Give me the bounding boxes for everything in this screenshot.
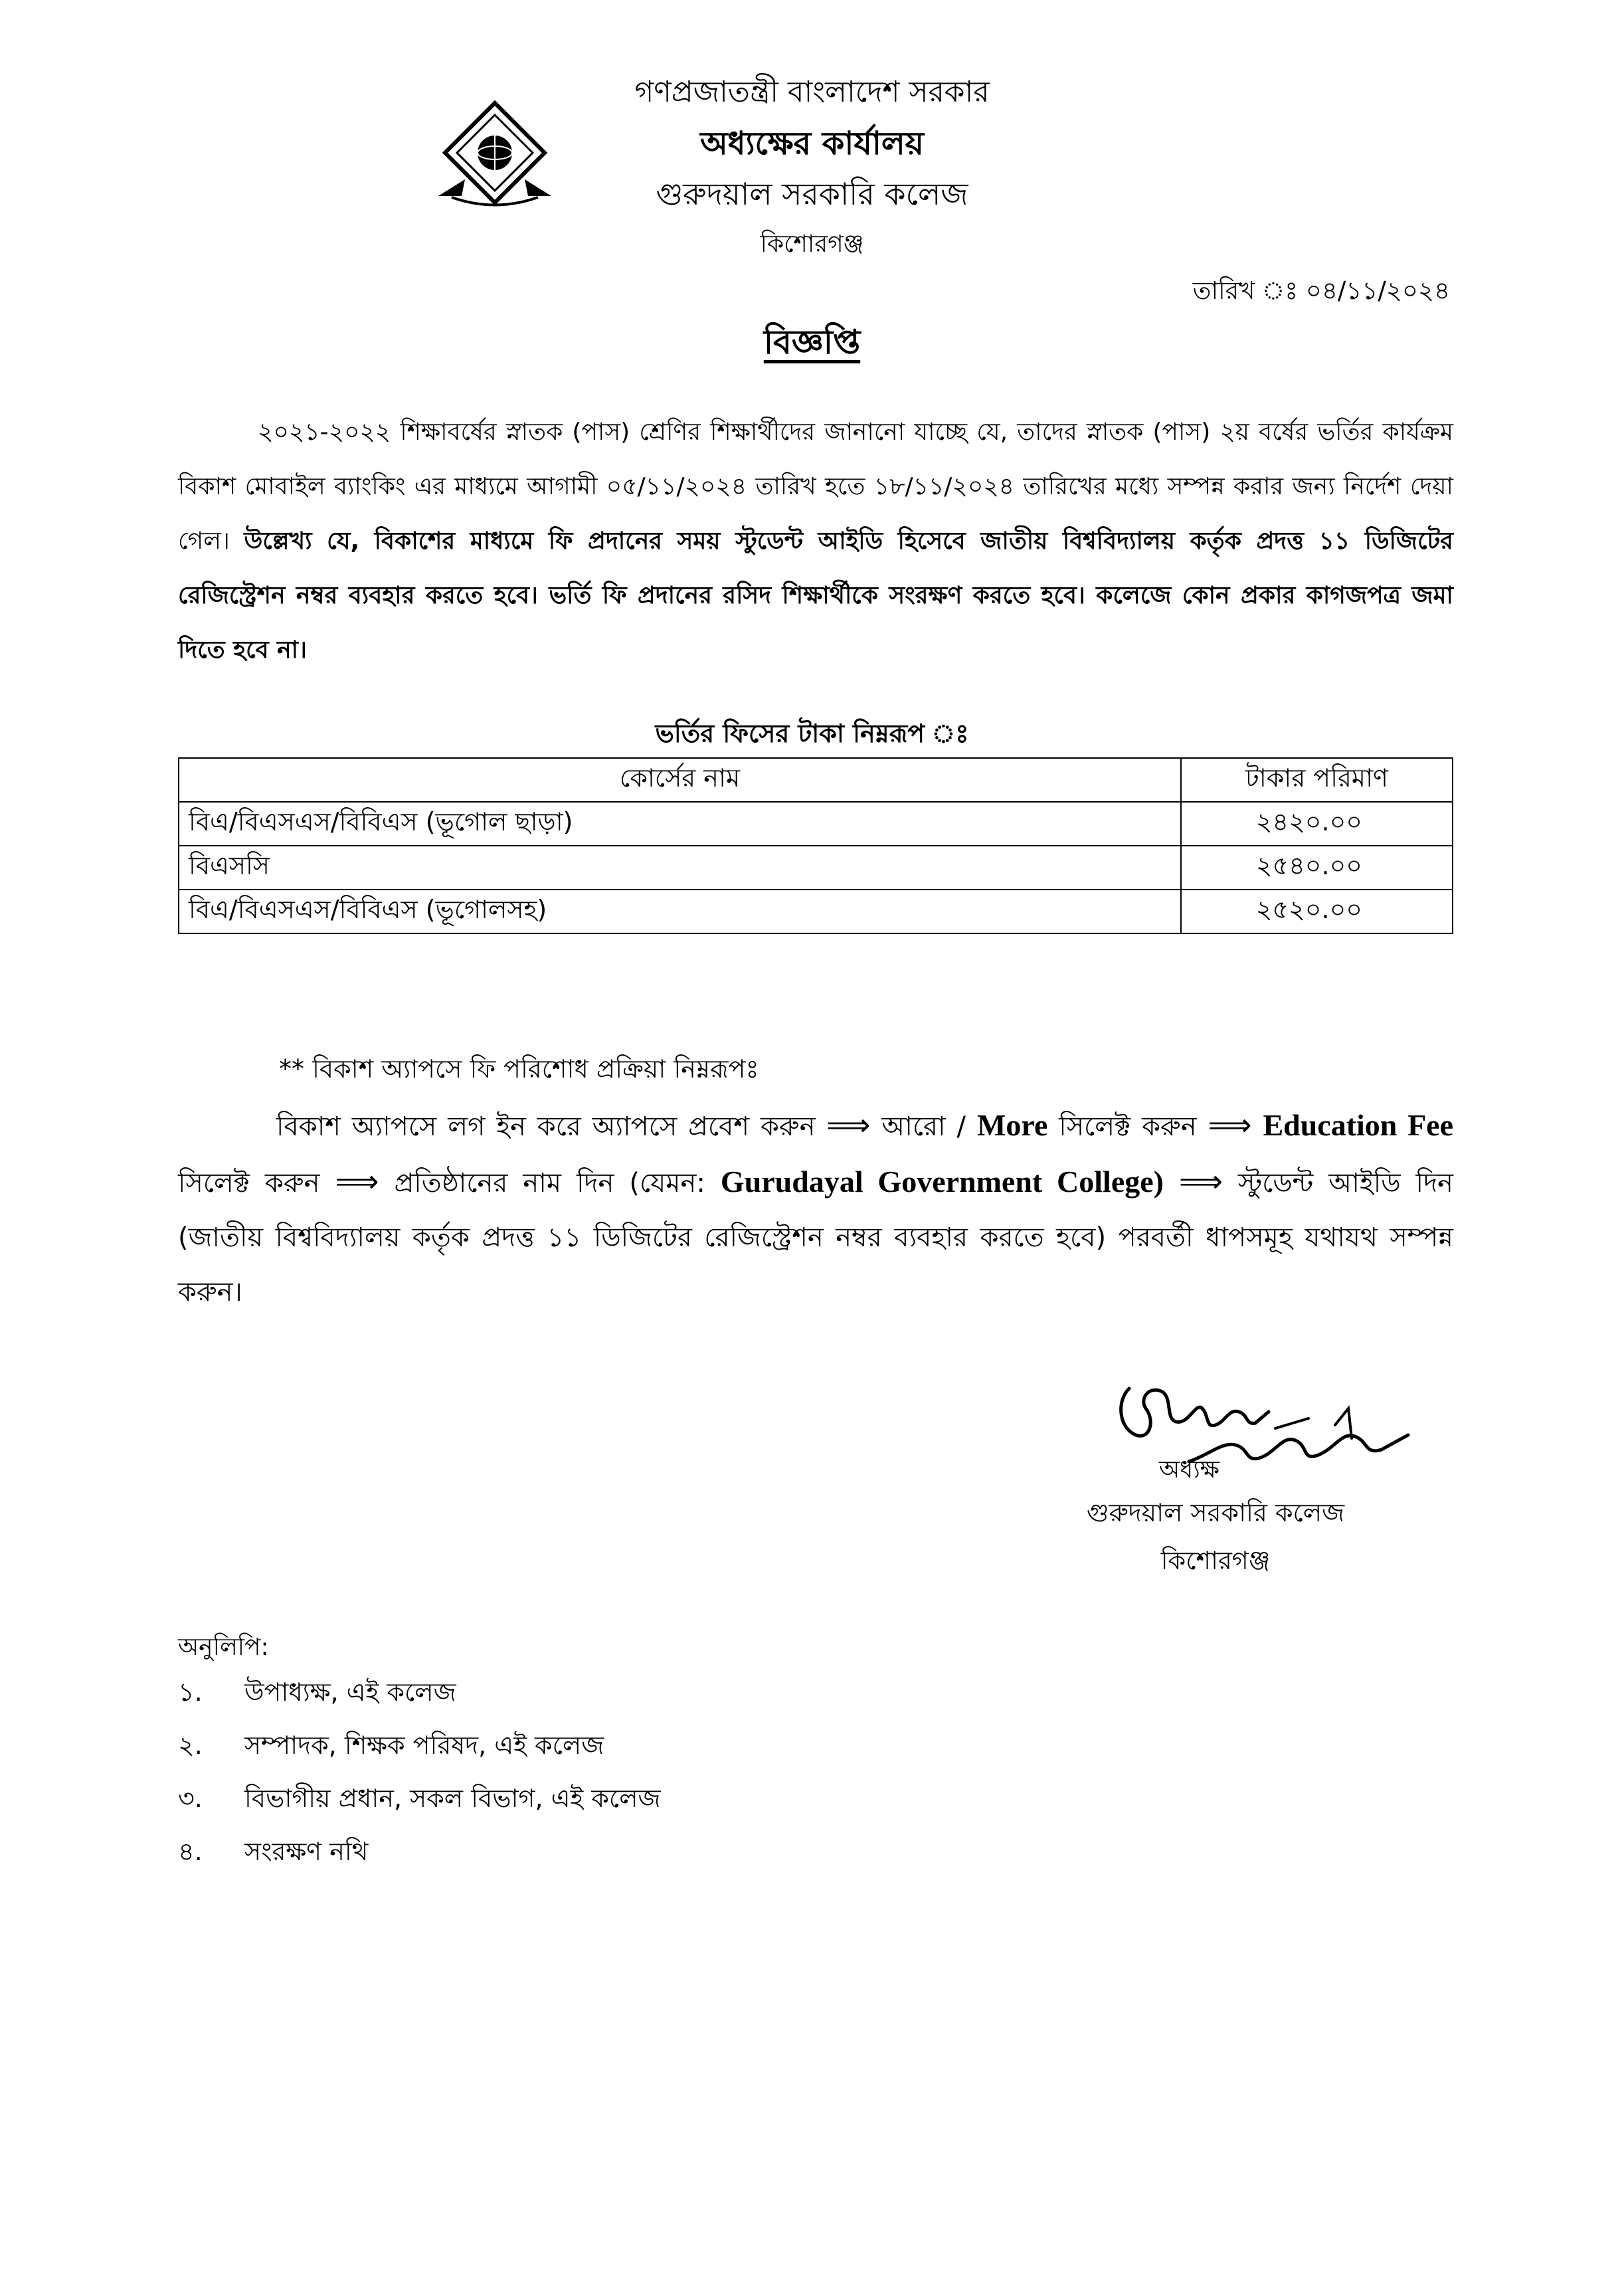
procedure-step-institution-en: Gurudayal Government College) <box>720 1165 1164 1198</box>
notice-bold-text: উল্লেখ্য যে, বিকাশের মাধ্যমে ফি প্রদানের সময় স্টুডেন্ট আইডি হিসেবে জাতীয় বিশ্ববিদ্যালয় কর্তৃক প্রদত্ত ১১ ডিজিটের রেজিস্ট্রেশন নম্বর ব্যবহার করতে হবে। ভর্তি ফি প্রদানের রসিদ শিক্ষার্থীকে সংরক্ষণ করতে হবে। কলেজে কোন প্রকার কাগজপত্র জমা দিতে হবে না। <box>178 527 1453 664</box>
right-arrow-icon: ⟹ <box>335 1163 379 1199</box>
procedure-steps <box>178 1097 1453 1319</box>
notice-paragraph <box>178 405 1453 678</box>
procedure-step-education-fee: Education Fee <box>1263 1108 1454 1142</box>
copy-number: ৪. <box>178 1837 203 1866</box>
right-arrow-icon: ⟹ <box>826 1107 871 1143</box>
government-name: গণপ্রজাতন্ত্রী বাংলাদেশ সরকার <box>634 75 990 109</box>
procedure-step-more-bn: আরো / <box>881 1111 966 1142</box>
fee-amount-cell: ২৫২০.০০ <box>1181 890 1453 933</box>
notice-title: বিজ্ঞপ্তি <box>763 323 861 361</box>
notice-date: তারিখ ঃ ০৪/১১/২০২৪ <box>1192 276 1450 305</box>
table-row <box>179 802 1453 846</box>
fee-amount-cell: ২৪২০.০০ <box>1181 802 1453 846</box>
notice-plain-text: ২০২১-২০২২ শিক্ষাবর্ষের স্নাতক (পাস) শ্রেণির শিক্ষার্থীদের জানানো যাচ্ছে যে, তাদের স্নাতক (পাস) ২য় বর্ষের ভর্তির কার্যক্রম বিকাশ মোবাইল ব্যাংকিং এর মাধ্যমে আগামী ০৫/১১/২০২৪ তারিখ হতে ১৮/১১/২০২৪ তারিখের মধ্যে সম্পন্ন করার জন্য নির্দেশ দেয়া গেল। <box>178 419 1453 555</box>
fee-table-header-amount: টাকার পরিমাণ <box>1181 758 1453 802</box>
list-item <box>178 1726 661 1779</box>
procedure-step-login: বিকাশ অ্যাপসে লগ ইন করে অ্যাপসে প্রবেশ করুন <box>276 1111 816 1142</box>
procedure-step-education-select: সিলেক্ট করুন <box>178 1168 320 1198</box>
table-row <box>179 846 1453 890</box>
copies-list <box>178 1673 661 1885</box>
copy-number: ৩. <box>178 1784 203 1813</box>
right-arrow-icon: ⟹ <box>1208 1107 1252 1143</box>
procedure-heading: ** বিকাশ অ্যাপসে ফি পরিশোধ প্রক্রিয়া নিম্নরূপঃ <box>279 1054 759 1084</box>
fee-course-cell: বিএ/বিএসএস/বিবিএস (ভূগোলসহ) <box>179 890 1181 933</box>
college-name: গুরুদয়াল সরকারি কলেজ <box>656 176 968 212</box>
copies-heading: অনুলিপি: <box>178 1634 269 1661</box>
list-item <box>178 1779 661 1832</box>
right-arrow-icon: ⟹ <box>1179 1163 1223 1199</box>
fee-course-cell: বিএসসি <box>179 846 1181 890</box>
copy-number: ২. <box>178 1731 203 1760</box>
copy-number: ১. <box>178 1677 203 1707</box>
fee-table-header-course: কোর্সের নাম <box>179 758 1181 802</box>
fee-amount-cell: ২৫৪০.০০ <box>1181 846 1453 890</box>
fee-table <box>178 757 1453 934</box>
procedure-step-institution-bn: প্রতিষ্ঠানের নাম দিন (যেমন: <box>394 1168 705 1198</box>
copy-recipient: সম্পাদক, শিক্ষক পরিষদ, এই কলেজ <box>244 1731 604 1760</box>
district-name: কিশোরগঞ্জ <box>760 231 864 258</box>
procedure-step-student-id: স্টুডেন্ট আইডি দিন (জাতীয় বিশ্ববিদ্যালয় কর্তৃক প্রদত্ত ১১ ডিজিটের রেজিস্ট্রেশন নম্বর ব্যবহার করতে হবে) পরবর্তী ধাপসমূহ যথাযথ সম্পন্ন করুন। <box>178 1168 1453 1307</box>
procedure-step-more-select: সিলেক্ট করুন <box>1059 1111 1197 1142</box>
handwritten-signature-icon <box>1109 1362 1428 1495</box>
table-row <box>179 890 1453 933</box>
signatory-district: কিশোরগঞ্জ <box>1160 1546 1271 1575</box>
copy-recipient: বিভাগীয় প্রধান, সকল বিভাগ, এই কলেজ <box>244 1784 661 1813</box>
office-name: অধ্যক্ষের কার্যালয় <box>700 125 924 162</box>
fee-course-cell: বিএ/বিএসএস/বিবিএস (ভূগোল ছাড়া) <box>179 802 1181 846</box>
signatory-college: গুরুদয়াল সরকারি কলেজ <box>1086 1498 1345 1527</box>
copy-recipient: উপাধ্যক্ষ, এই কলেজ <box>244 1677 456 1707</box>
fee-table-caption: ভর্তির ফিসের টাকা নিম্নরূপ ঃ <box>655 719 969 748</box>
copy-recipient: সংরক্ষণ নথি <box>244 1837 369 1866</box>
procedure-step-more-en: More <box>976 1108 1048 1142</box>
fee-table-header-row <box>179 758 1453 802</box>
signatory-title: অধ্যক্ষ <box>1159 1456 1219 1483</box>
list-item <box>178 1832 661 1885</box>
list-item <box>178 1673 661 1726</box>
